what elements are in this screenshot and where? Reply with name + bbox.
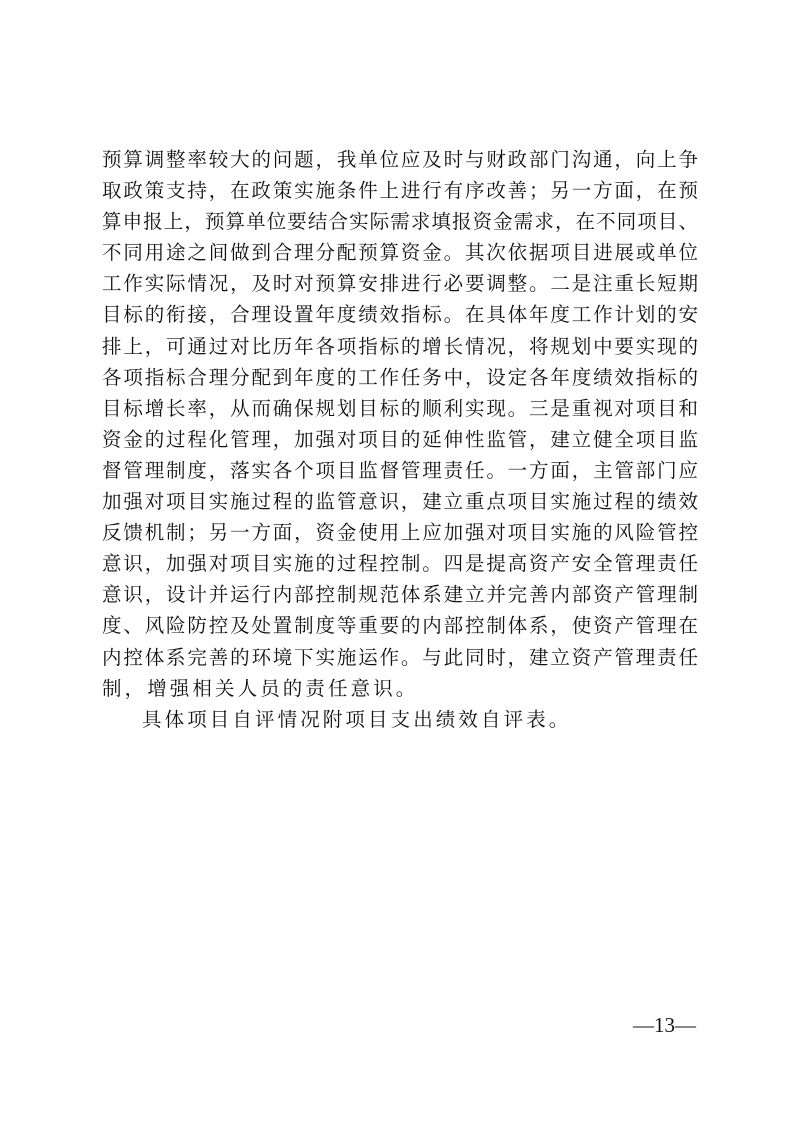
paragraph-line: 意识，设计并运行内部控制规范体系建立并完善内部资产管理制: [102, 583, 698, 607]
paragraph-line: 反馈机制；另一方面，资金使用上应加强对项目实施的风险管控: [102, 521, 698, 545]
paragraph-line: 度、风险防控及处置制度等重要的内部控制体系，使资产管理在: [102, 614, 698, 638]
paragraph-line: 预算调整率较大的问题，我单位应及时与财政部门沟通，向上争: [102, 148, 698, 171]
body-text: [102, 144, 698, 735]
paragraph-line: 不同用途之间做到合理分配预算资金。其次依据项目进展或单位: [102, 241, 698, 265]
paragraph-line: 内控体系完善的环境下实施运作。与此同时，建立资产管理责任: [102, 645, 698, 669]
paragraph-line: 加强对项目实施过程的监管意识，建立重点项目实施过程的绩效: [102, 490, 698, 514]
closing-paragraph: 具体项目自评情况附项目支出绩效自评表。: [142, 707, 572, 731]
paragraph-line: 资金的过程化管理，加强对项目的延伸性监管，建立健全项目监: [102, 427, 698, 451]
paragraph-line: 目标的衔接，合理设置年度绩效指标。在具体年度工作计划的安: [102, 303, 698, 327]
paragraph-line: 目标增长率，从而确保规划目标的顺利实现。三是重视对项目和: [102, 396, 698, 420]
paragraph-line: 算申报上，预算单位要结合实际需求填报资金需求，在不同项目、: [102, 210, 698, 234]
paragraph-line: 工作实际情况，及时对预算安排进行必要调整。二是注重长短期: [102, 272, 698, 296]
page-number: —13—: [633, 1013, 696, 1037]
paragraph-line: 各项指标合理分配到年度的工作任务中，设定各年度绩效指标的: [102, 365, 698, 389]
paragraph-line: 意识，加强对项目实施的过程控制。四是提高资产安全管理责任: [102, 552, 698, 576]
paragraph-line: 排上，可通过对比历年各项指标的增长情况，将规划中要实现的: [102, 334, 698, 358]
paragraph-line: 制，增强相关人员的责任意识。: [102, 676, 419, 700]
paragraph-line: 取政策支持，在政策实施条件上进行有序改善；另一方面，在预: [102, 179, 698, 203]
paragraph-line: 督管理制度，落实各个项目监督管理责任。一方面，主管部门应: [102, 458, 698, 482]
